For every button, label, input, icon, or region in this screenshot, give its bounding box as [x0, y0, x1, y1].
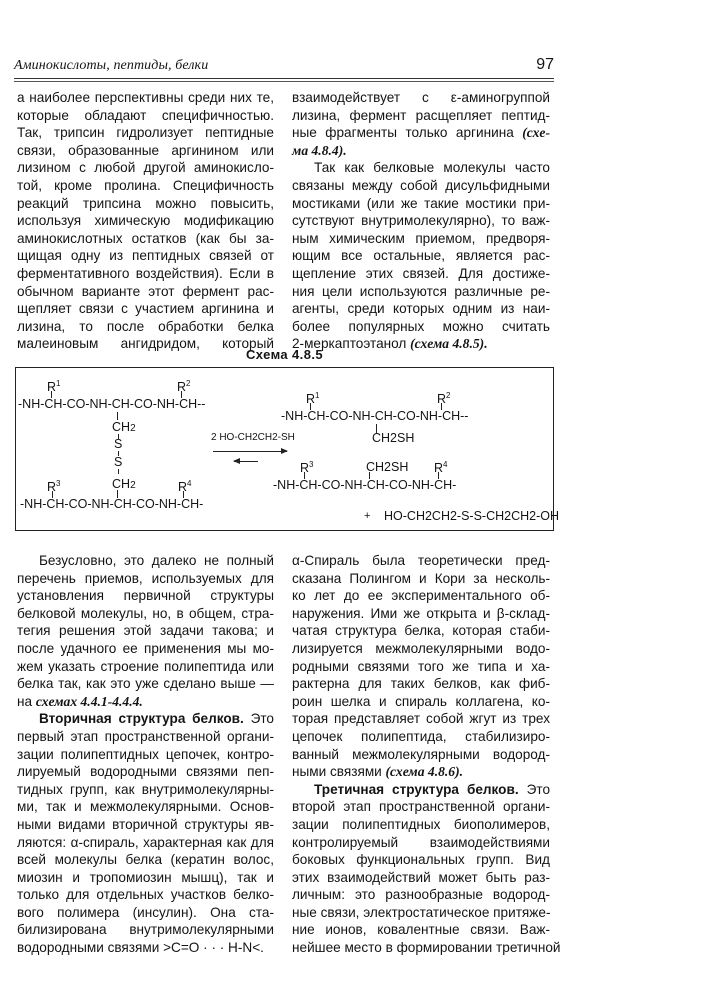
- text-line: а наиболее перспективны среди них те,: [17, 90, 274, 105]
- text-line: контролируемый взаимодействиями: [292, 834, 550, 850]
- text-line: реакций трипсина можно повысить,: [17, 195, 274, 211]
- text-line: сказана Полингом и Кори за несколь-: [292, 570, 550, 586]
- text-line: лируемый водородными связями пеп-: [17, 764, 274, 780]
- text-line: личным: это разнообразные водород-: [292, 887, 550, 903]
- header-rule: [14, 78, 554, 79]
- text-span: ными связями: [292, 764, 386, 780]
- text-span: на: [17, 693, 36, 709]
- paragraph: [17, 89, 274, 353]
- text-line: вого полимера (инсулин). Она ста-: [17, 904, 274, 920]
- text-line: более популярных можно считать: [292, 318, 550, 334]
- text-line: роин шелка и спираль коллагена, ко-: [292, 693, 550, 709]
- text-line: ющим все остальные, является рас-: [292, 248, 550, 264]
- text-line: жем указать строение полипептида или: [17, 658, 274, 674]
- text-line: только для отдельных участков белко-: [17, 887, 274, 903]
- scheme-reference: ма 4.8.4).: [292, 142, 347, 158]
- text-line: ми, так и межмолекулярными. Основ-: [17, 799, 274, 815]
- text-line: ния цели используются различные ре-: [292, 283, 550, 299]
- plus-sign: +: [364, 510, 371, 522]
- ch2-group: CH2: [112, 420, 136, 434]
- byproduct-formula: HO-CH2CH2-S-S-CH2CH2-OH: [384, 509, 560, 523]
- text-span: 2-меркаптоэтанол: [292, 336, 411, 352]
- text-line: белковой молекулы, но, в общем, стра-: [17, 605, 274, 621]
- text-line: ванный межмолекулярными водород-: [292, 746, 550, 762]
- substituent-r3: $R^3$: [300, 460, 314, 475]
- peptide-chain-left-top: -NH-CH-CO-NH-CH-CO-NH-CH--: [18, 397, 206, 411]
- text-line: связи, образованные аргинином или: [17, 142, 274, 158]
- sulfur-atom: S: [114, 455, 123, 469]
- paragraph: [292, 781, 561, 957]
- text-line: перечень приемов, используемых для: [17, 570, 274, 586]
- text-line: установления первичной структуры: [17, 588, 274, 604]
- running-title: Аминокислоты, пептиды, белки: [14, 58, 209, 73]
- bond: [118, 469, 119, 474]
- text-line: взаимодействует с ε-аминогруппой: [292, 90, 550, 105]
- text-line: второй этап пространственной органи-: [292, 799, 550, 815]
- text-line: той, кроме пролина. Специфичность: [17, 177, 274, 193]
- paragraph: [17, 552, 274, 710]
- text-line: лизина, то после обработки белка: [17, 318, 274, 334]
- peptide-chain-right-top: -NH-CH-CO-NH-CH-CO-NH-CH--: [281, 409, 469, 423]
- column-right-top: [292, 89, 550, 353]
- text-line: [292, 124, 550, 142]
- scheme-reference: схемах 4.4.1-4.4.4.: [35, 693, 143, 709]
- substituent-r1: $R^1$: [306, 391, 320, 406]
- text-line: мостиками (или же такие мостики при-: [292, 195, 550, 211]
- text-line: всей молекулы белка (кератин волос,: [17, 852, 274, 868]
- cysteine-side-chain: CH2SH: [372, 431, 415, 445]
- column-right-bottom: [292, 552, 561, 957]
- text-line: малеиновым ангидридом, который: [17, 336, 274, 352]
- scheme-reference: (схе-: [522, 125, 550, 141]
- text-line: аминокислотных остатков (как бы за-: [17, 230, 274, 246]
- scheme-reference: (схема 4.8.5).: [410, 336, 488, 352]
- text-line: водородными связями >C=O · · · H-N<.: [17, 940, 264, 956]
- substituent-r2: $R^2$: [177, 379, 191, 394]
- header-rule-double: [14, 81, 554, 82]
- bond: [117, 412, 118, 420]
- substituent-r1: $R^1$: [47, 379, 61, 394]
- reagent-label: 2 HO-CH2CH2-SH: [211, 432, 295, 443]
- text-line: родными связями того же типа и ха-: [292, 658, 550, 674]
- text-line: первый этап пространственной органи-: [17, 728, 274, 744]
- peptide-chain-right-bottom: -NH-CH-CO-NH-CH-CO-NH-CH-: [273, 478, 457, 492]
- section-heading: Вторичная структура белков.: [39, 711, 244, 727]
- paragraph: [292, 159, 550, 353]
- page-header: [14, 58, 554, 80]
- text-line: этих взаимодействий может быть раз-: [292, 869, 550, 885]
- page-number: 97: [536, 56, 554, 73]
- text-line: Безусловно, это далеко не полный: [39, 553, 274, 568]
- text-line: [292, 763, 550, 781]
- scheme-title: [0, 347, 709, 362]
- text-line: ляются: α-спираль, характерная как для: [17, 834, 274, 850]
- text-line: сутствуют внутримолекулярно), то важ-: [292, 213, 550, 229]
- text-line: [292, 142, 550, 160]
- text-line: [292, 781, 550, 799]
- text-line: лизином с любой другой аминокисло-: [17, 160, 274, 176]
- text-line: зации полипептидных биополимеров,: [292, 816, 550, 832]
- text-line: α-Спираль была теоретически пред-: [292, 553, 550, 568]
- peptide-chain-left-bottom: -NH-CH-CO-NH-CH-CO-NH-CH-: [20, 497, 204, 511]
- substituent-r2: $R^2$: [437, 391, 451, 406]
- text-line: щепляет связи с участием аргинина и: [17, 301, 274, 317]
- text-line: наружения. Ими же открыта и β-склад-: [292, 605, 550, 621]
- paragraph: [292, 89, 550, 159]
- reverse-arrow-icon: [234, 461, 258, 462]
- paragraph: [17, 710, 274, 956]
- substituent-r4: $R^4$: [434, 460, 448, 475]
- text-line: тегия решения этой задачи такова; и: [17, 623, 274, 639]
- text-line: [17, 693, 274, 711]
- text-line: [17, 710, 274, 728]
- text-line: лизина, фермент расщепляет пептид-: [292, 107, 550, 123]
- text-line: щепление этих связей. Для достиже-: [292, 265, 550, 281]
- text-line: ным химическим приемом, предворя-: [292, 230, 550, 246]
- column-left-bottom: [17, 552, 274, 957]
- text-line: после удачного ее применения мы мо-: [17, 640, 274, 656]
- cysteine-side-chain: CH2SH: [366, 460, 409, 474]
- text-line: обычном варианте этот фермент рас-: [17, 283, 274, 299]
- text-line: которые обладают специфичностью.: [17, 107, 274, 123]
- text-line: миозин и тропомиозин мышц), так и: [17, 869, 274, 885]
- text-line: щищая одну из пептидных связей от: [17, 248, 274, 264]
- text-line: Так как белковые молекулы часто: [314, 160, 550, 176]
- text-line: ние ионов, ковалентные связи. Важ-: [292, 922, 550, 938]
- substituent-r4: $R^4$: [178, 479, 192, 494]
- text-line: билизирована внутримолекулярными: [17, 922, 274, 938]
- text-span: Это: [243, 711, 274, 727]
- text-line: ными видами вторичной структуры яв-: [17, 816, 274, 832]
- substituent-r3: $R^3$: [47, 479, 61, 494]
- column-left-top: [17, 89, 274, 353]
- text-line: боковых функциональных групп. Вид: [292, 852, 550, 868]
- forward-arrow-icon: [213, 451, 287, 452]
- text-line: лизируется межмолекулярными водо-: [292, 640, 550, 656]
- text-line: чатая структура белка, которая стаби-: [292, 623, 550, 639]
- text-line: ко лет до ее экспериментального об-: [292, 588, 550, 604]
- text-line: тидных групп, как внутримолекулярны-: [17, 781, 274, 797]
- text-line: агенты, среди которых одним из наи-: [292, 301, 550, 317]
- text-line: торая представляет собой жгут из трех: [292, 711, 550, 727]
- section-heading: Третичная структура белков.: [314, 781, 519, 797]
- text-line: цепочек полипептида, стабилизиро-: [292, 728, 550, 744]
- scheme-reference: (схема 4.8.6).: [385, 764, 464, 780]
- text-line: используя химическую модификацию: [17, 213, 274, 229]
- text-line: нейшее место в формировании третичной: [292, 940, 561, 956]
- sulfur-atom: S: [114, 437, 123, 451]
- ch2-group: CH2: [112, 477, 136, 491]
- text-line: белка так, как это уже сделано выше —: [17, 676, 274, 692]
- text-span: ные фрагменты только аргинина: [292, 125, 523, 141]
- scheme-title-text: Схема 4.8.5: [246, 347, 323, 362]
- text-line: зации полипептидных цепочек, контро-: [17, 746, 274, 762]
- text-line: ные связи, электростатическое притяже-: [292, 904, 551, 920]
- text-line: ферментативного воздействия). Если в: [17, 265, 274, 281]
- text-line: рактерна для таких белков, как фиб-: [292, 676, 550, 692]
- text-line: связаны между собой дисульфидными: [292, 177, 550, 193]
- text-line: Так, трипсин гидролизует пептидные: [17, 125, 274, 141]
- paragraph: [292, 552, 550, 781]
- text-span: Это: [518, 781, 550, 797]
